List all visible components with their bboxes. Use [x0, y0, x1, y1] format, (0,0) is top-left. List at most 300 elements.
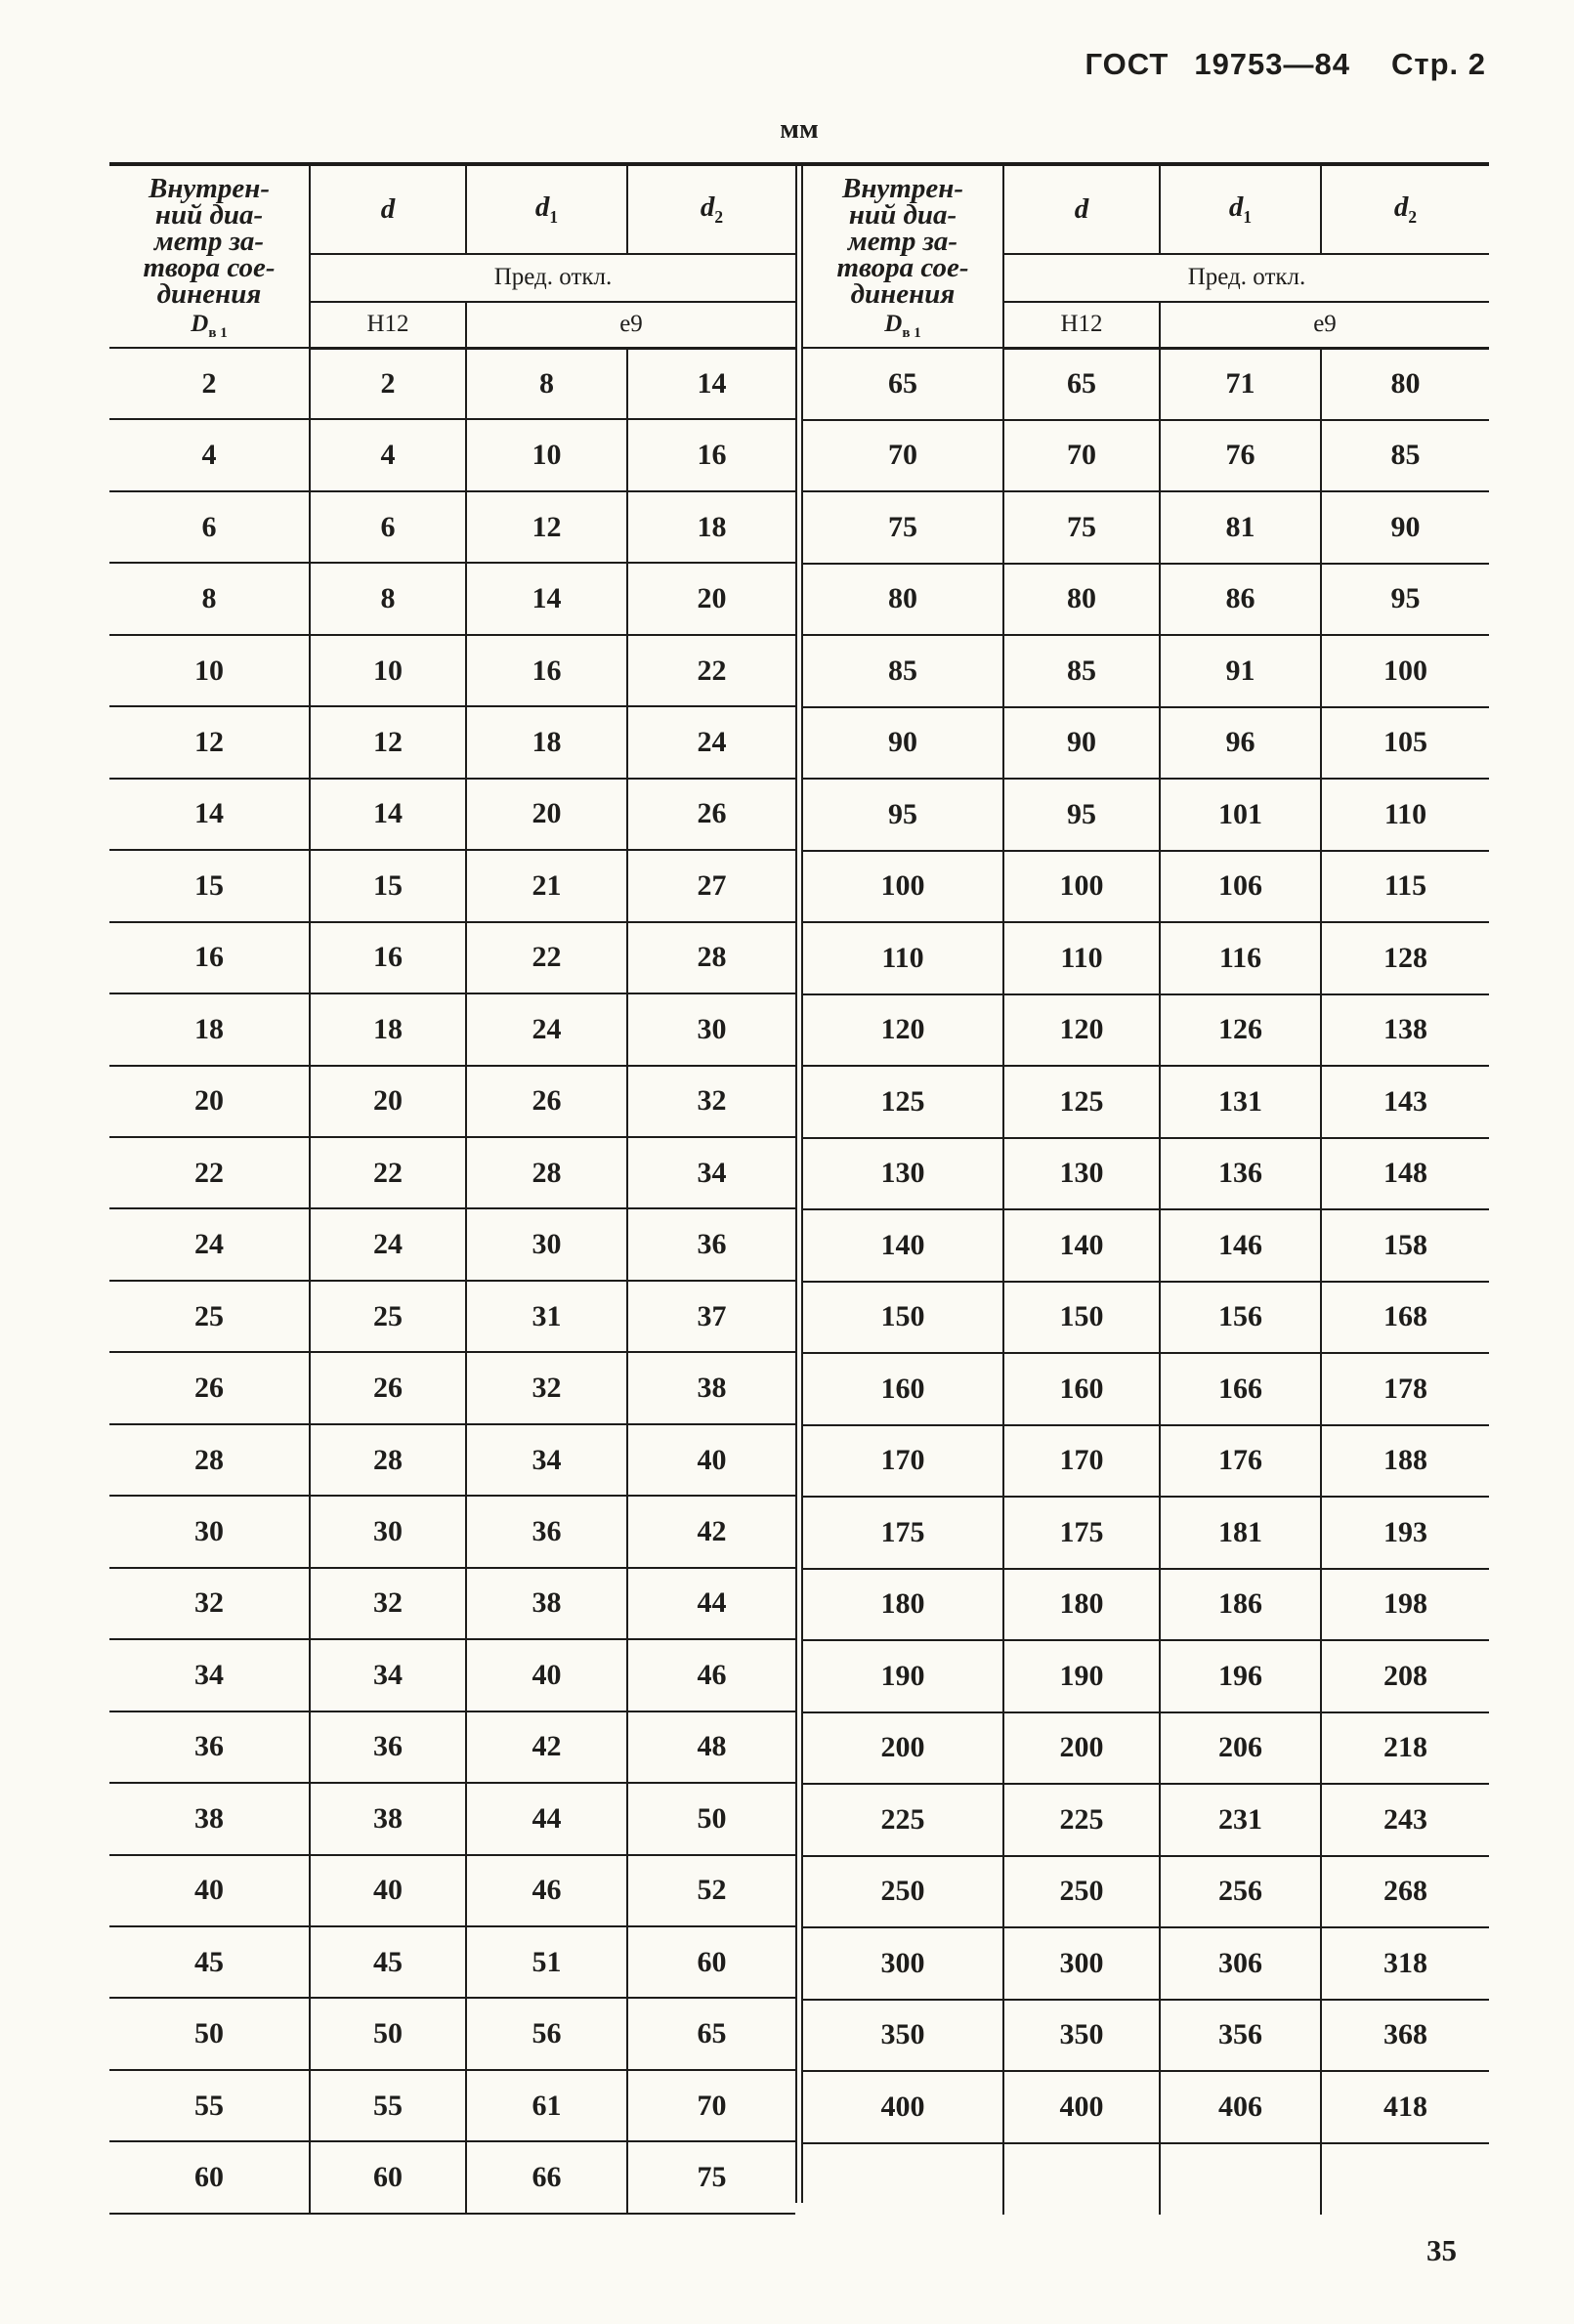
cell-inner-diameter: 65: [803, 348, 1003, 420]
table-row: [803, 1138, 1489, 1210]
cell-value: 14: [310, 779, 466, 850]
cell-value: 148: [1321, 1138, 1489, 1210]
cell-value: 136: [1160, 1138, 1321, 1210]
cell-value: 90: [1003, 707, 1160, 780]
cell-inner-diameter: 175: [803, 1497, 1003, 1569]
cell-value: 26: [466, 1066, 627, 1137]
table-row: [109, 2070, 795, 2141]
cell-value: 243: [1321, 1784, 1489, 1856]
table-row: [109, 1208, 795, 1280]
cell-value: 50: [310, 1998, 466, 2069]
table-row: [109, 1783, 795, 1854]
unit-label: мм: [780, 113, 819, 145]
cell-value: 80: [1321, 348, 1489, 420]
table-row: [109, 2141, 795, 2214]
cell-value: 146: [1160, 1209, 1321, 1282]
cell-value: 200: [1003, 1712, 1160, 1785]
cell-value: 166: [1160, 1353, 1321, 1425]
tolerance-e9: e9: [466, 302, 795, 348]
cell-value: 85: [1003, 635, 1160, 707]
cell-inner-diameter: 28: [109, 1424, 310, 1496]
table-row: [109, 419, 795, 490]
cell-value: 175: [1003, 1497, 1160, 1569]
tolerance-h12: H12: [310, 302, 466, 348]
cell-inner-diameter: 50: [109, 1998, 310, 2069]
deviation-label: Пред. откл.: [1003, 254, 1489, 302]
cell-value: 71: [1160, 348, 1321, 420]
cell-value: 20: [310, 1066, 466, 1137]
table-row: [803, 348, 1489, 420]
cell-inner-diameter: 170: [803, 1425, 1003, 1498]
cell-value: 178: [1321, 1353, 1489, 1425]
cell-value: 158: [1321, 1209, 1489, 1282]
right-table-header: [803, 166, 1489, 348]
cell-value: 193: [1321, 1497, 1489, 1569]
cell-value: 22: [627, 635, 795, 706]
cell-value: 40: [310, 1855, 466, 1926]
cell-value: 218: [1321, 1712, 1489, 1785]
tolerance-h12: H12: [1003, 302, 1160, 348]
table-row: [109, 922, 795, 993]
cell-value: 22: [310, 1137, 466, 1208]
cell-inner-diameter: 190: [803, 1640, 1003, 1712]
cell-inner-diameter: 55: [109, 2070, 310, 2141]
cell-inner-diameter: [803, 2143, 1003, 2216]
cell-value: 75: [627, 2141, 795, 2214]
cell-inner-diameter: 225: [803, 1784, 1003, 1856]
cell-value: 100: [1003, 851, 1160, 923]
cell-inner-diameter: 250: [803, 1856, 1003, 1928]
cell-value: 28: [310, 1424, 466, 1496]
cell-value: 18: [627, 491, 795, 563]
table-row: [109, 1568, 795, 1639]
inner-diameter-header: [803, 166, 1003, 348]
cell-inner-diameter: 10: [109, 635, 310, 706]
table-row: [109, 1639, 795, 1711]
cell-value: 46: [466, 1855, 627, 1926]
table-row: [109, 1137, 795, 1208]
cell-value: 26: [310, 1352, 466, 1423]
table-row: [803, 707, 1489, 780]
cell-inner-diameter: 18: [109, 993, 310, 1065]
cell-value: 24: [627, 706, 795, 778]
cell-value: 368: [1321, 2000, 1489, 2072]
cell-value: 24: [310, 1208, 466, 1280]
cell-inner-diameter: 130: [803, 1138, 1003, 1210]
cell-inner-diameter: 125: [803, 1066, 1003, 1138]
cell-value: 356: [1160, 2000, 1321, 2072]
cell-inner-diameter: 6: [109, 491, 310, 563]
cell-value: 50: [627, 1783, 795, 1854]
table-row: [803, 2143, 1489, 2216]
cell-value: 256: [1160, 1856, 1321, 1928]
cell-value: 70: [627, 2070, 795, 2141]
cell-inner-diameter: 140: [803, 1209, 1003, 1282]
cell-value: 181: [1160, 1497, 1321, 1569]
table-row: [803, 420, 1489, 492]
cell-value: 30: [466, 1208, 627, 1280]
cell-inner-diameter: 200: [803, 1712, 1003, 1785]
cell-value: 125: [1003, 1066, 1160, 1138]
cell-value: 180: [1003, 1569, 1160, 1641]
cell-value: 27: [627, 850, 795, 921]
cell-value: 26: [627, 779, 795, 850]
cell-inner-diameter: 90: [803, 707, 1003, 780]
deviation-label: Пред. откл.: [310, 254, 795, 302]
cell-value: 116: [1160, 922, 1321, 994]
cell-inner-diameter: 22: [109, 1137, 310, 1208]
cell-value: 143: [1321, 1066, 1489, 1138]
table-row: [803, 1569, 1489, 1641]
cell-value: [1003, 2143, 1160, 2216]
cell-value: 115: [1321, 851, 1489, 923]
table-row: [109, 1998, 795, 2069]
cell-value: 52: [627, 1855, 795, 1926]
header-line: метр за-: [153, 226, 265, 257]
header-line: динения: [156, 278, 262, 310]
cell-value: 21: [466, 850, 627, 921]
page-number: 35: [1426, 2233, 1457, 2267]
cell-inner-diameter: 38: [109, 1783, 310, 1854]
cell-inner-diameter: 80: [803, 564, 1003, 636]
cell-value: 131: [1160, 1066, 1321, 1138]
cell-inner-diameter: 16: [109, 922, 310, 993]
cell-value: 14: [466, 563, 627, 634]
cell-value: 156: [1160, 1282, 1321, 1354]
cell-value: 10: [466, 419, 627, 490]
cell-value: 45: [310, 1926, 466, 1998]
table-row: [803, 1927, 1489, 2000]
cell-inner-diameter: 2: [109, 348, 310, 419]
table-row: [803, 1425, 1489, 1498]
cell-value: 188: [1321, 1425, 1489, 1498]
table-row: [109, 348, 795, 419]
cell-value: 190: [1003, 1640, 1160, 1712]
cell-value: 101: [1160, 779, 1321, 851]
tolerance-e9: e9: [1160, 302, 1489, 348]
cell-value: 250: [1003, 1856, 1160, 1928]
cell-value: 15: [310, 850, 466, 921]
column-header-d2: $d_2$: [1321, 166, 1489, 254]
cell-value: 81: [1160, 491, 1321, 564]
cell-value: 90: [1321, 491, 1489, 564]
cell-inner-diameter: 30: [109, 1496, 310, 1567]
cell-value: 306: [1160, 1927, 1321, 2000]
cell-value: 70: [1003, 420, 1160, 492]
cell-value: 16: [627, 419, 795, 490]
cell-value: 6: [310, 491, 466, 563]
column-header-d1: $d_1$: [1160, 166, 1321, 254]
cell-value: 40: [627, 1424, 795, 1496]
cell-inner-diameter: 180: [803, 1569, 1003, 1641]
cell-value: 32: [310, 1568, 466, 1639]
cell-value: 16: [466, 635, 627, 706]
cell-value: 56: [466, 1998, 627, 2069]
cell-value: 350: [1003, 2000, 1160, 2072]
table-row: [803, 1712, 1489, 1785]
cell-inner-diameter: 75: [803, 491, 1003, 564]
cell-value: 65: [627, 1998, 795, 2069]
inner-diameter-header: [109, 166, 310, 348]
cell-value: 91: [1160, 635, 1321, 707]
cell-inner-diameter: 20: [109, 1066, 310, 1137]
header-line: ний диа-: [848, 199, 957, 231]
cell-value: 12: [466, 491, 627, 563]
cell-inner-diameter: 95: [803, 779, 1003, 851]
cell-value: 34: [466, 1424, 627, 1496]
table-row: [803, 1209, 1489, 1282]
cell-value: 75: [1003, 491, 1160, 564]
cell-value: 18: [466, 706, 627, 778]
cell-value: 44: [627, 1568, 795, 1639]
cell-inner-diameter: 120: [803, 994, 1003, 1067]
cell-inner-diameter: 12: [109, 706, 310, 778]
table-row: [803, 851, 1489, 923]
cell-value: 2: [310, 348, 466, 419]
cell-inner-diameter: 60: [109, 2141, 310, 2214]
header-line: Внутрен-: [841, 173, 963, 204]
cell-value: 196: [1160, 1640, 1321, 1712]
left-table-body: [109, 348, 795, 2214]
table-row: [109, 1496, 795, 1567]
cell-inner-diameter: 45: [109, 1926, 310, 1998]
column-header-d: d: [310, 166, 466, 254]
cell-inner-diameter: 40: [109, 1855, 310, 1926]
cell-value: 36: [466, 1496, 627, 1567]
table-row: [803, 1784, 1489, 1856]
table-row: [803, 1282, 1489, 1354]
cell-value: 42: [466, 1711, 627, 1783]
cell-value: 46: [627, 1639, 795, 1711]
cell-value: 42: [627, 1496, 795, 1567]
header-line: динения: [850, 278, 956, 310]
table-row: [803, 2071, 1489, 2143]
table-row: [803, 1497, 1489, 1569]
cell-inner-diameter: 4: [109, 419, 310, 490]
dimensions-table: [109, 162, 1489, 2203]
table-row: [803, 2000, 1489, 2072]
cell-value: 85: [1321, 420, 1489, 492]
cell-value: 38: [310, 1783, 466, 1854]
table-row: [109, 1281, 795, 1352]
cell-inner-diameter: 25: [109, 1281, 310, 1352]
cell-value: 268: [1321, 1856, 1489, 1928]
standard-number: 19753—84: [1194, 47, 1351, 81]
cell-value: 105: [1321, 707, 1489, 780]
cell-value: 106: [1160, 851, 1321, 923]
table-middle-divider: [795, 166, 803, 2203]
page-label: Стр. 2: [1391, 47, 1486, 81]
cell-inner-diameter: 32: [109, 1568, 310, 1639]
cell-value: 86: [1160, 564, 1321, 636]
cell-inner-diameter: 300: [803, 1927, 1003, 2000]
table-row: [803, 1066, 1489, 1138]
cell-inner-diameter: 110: [803, 922, 1003, 994]
diameter-symbol: $D_{в 1}$: [884, 311, 921, 341]
cell-value: 37: [627, 1281, 795, 1352]
cell-value: 120: [1003, 994, 1160, 1067]
cell-value: 28: [627, 922, 795, 993]
cell-value: 18: [310, 993, 466, 1065]
cell-value: [1160, 2143, 1321, 2216]
diameter-symbol: $D_{в 1}$: [191, 311, 228, 341]
header-line: ний диа-: [154, 199, 264, 231]
table-row: [109, 1711, 795, 1783]
cell-value: 66: [466, 2141, 627, 2214]
cell-value: 100: [1321, 635, 1489, 707]
cell-value: 44: [466, 1783, 627, 1854]
cell-inner-diameter: 26: [109, 1352, 310, 1423]
cell-value: 176: [1160, 1425, 1321, 1498]
cell-value: 231: [1160, 1784, 1321, 1856]
cell-value: 25: [310, 1281, 466, 1352]
table-row: [109, 563, 795, 634]
cell-inner-diameter: 100: [803, 851, 1003, 923]
cell-value: 95: [1321, 564, 1489, 636]
cell-value: 130: [1003, 1138, 1160, 1210]
cell-value: 20: [466, 779, 627, 850]
table-row: [803, 779, 1489, 851]
header-line: твора сое-: [143, 252, 276, 283]
cell-value: 168: [1321, 1282, 1489, 1354]
cell-inner-diameter: 24: [109, 1208, 310, 1280]
cell-value: 110: [1003, 922, 1160, 994]
table-row: [803, 1353, 1489, 1425]
cell-value: 160: [1003, 1353, 1160, 1425]
table-row: [109, 1066, 795, 1137]
cell-value: 32: [466, 1352, 627, 1423]
cell-value: 418: [1321, 2071, 1489, 2143]
table-row: [803, 491, 1489, 564]
cell-value: 138: [1321, 994, 1489, 1067]
header-row-dimensions: [803, 166, 1489, 254]
cell-value: 34: [310, 1639, 466, 1711]
cell-value: 186: [1160, 1569, 1321, 1641]
cell-value: 126: [1160, 994, 1321, 1067]
cell-value: 80: [1003, 564, 1160, 636]
right-half-table: [803, 166, 1489, 2215]
cell-value: 30: [310, 1496, 466, 1567]
cell-inner-diameter: 15: [109, 850, 310, 921]
cell-value: 30: [627, 993, 795, 1065]
cell-value: 36: [310, 1711, 466, 1783]
cell-value: 206: [1160, 1712, 1321, 1785]
right-table-body: [803, 348, 1489, 2215]
cell-inner-diameter: 34: [109, 1639, 310, 1711]
table-row: [109, 1352, 795, 1423]
header-line: метр за-: [847, 226, 958, 257]
cell-value: 24: [466, 993, 627, 1065]
cell-value: 406: [1160, 2071, 1321, 2143]
document-header: [1085, 47, 1486, 82]
cell-value: 36: [627, 1208, 795, 1280]
cell-value: 55: [310, 2070, 466, 2141]
column-header-d: d: [1003, 166, 1160, 254]
cell-inner-diameter: 85: [803, 635, 1003, 707]
column-header-d2: $d_2$: [627, 166, 795, 254]
left-table-header: [109, 166, 795, 348]
table-row: [109, 491, 795, 563]
cell-value: 150: [1003, 1282, 1160, 1354]
cell-value: 12: [310, 706, 466, 778]
cell-value: 140: [1003, 1209, 1160, 1282]
cell-value: 61: [466, 2070, 627, 2141]
cell-value: 400: [1003, 2071, 1160, 2143]
cell-value: 318: [1321, 1927, 1489, 2000]
table-row: [109, 706, 795, 778]
cell-value: 51: [466, 1926, 627, 1998]
cell-value: 65: [1003, 348, 1160, 420]
table-row: [109, 1926, 795, 1998]
cell-value: 60: [627, 1926, 795, 1998]
table-row: [803, 922, 1489, 994]
cell-inner-diameter: 160: [803, 1353, 1003, 1425]
cell-value: 31: [466, 1281, 627, 1352]
header-line: Внутрен-: [148, 173, 270, 204]
cell-inner-diameter: 400: [803, 2071, 1003, 2143]
cell-inner-diameter: 8: [109, 563, 310, 634]
table-row: [109, 1424, 795, 1496]
left-half-table: [109, 166, 795, 2215]
cell-inner-diameter: 150: [803, 1282, 1003, 1354]
column-header-d1: $d_1$: [466, 166, 627, 254]
cell-value: 48: [627, 1711, 795, 1783]
cell-value: 34: [627, 1137, 795, 1208]
cell-value: 22: [466, 922, 627, 993]
standard-label: ГОСТ: [1085, 47, 1170, 81]
table-row: [803, 1640, 1489, 1712]
cell-inner-diameter: 36: [109, 1711, 310, 1783]
cell-value: 28: [466, 1137, 627, 1208]
cell-value: 8: [310, 563, 466, 634]
cell-inner-diameter: 70: [803, 420, 1003, 492]
cell-value: 20: [627, 563, 795, 634]
cell-value: 300: [1003, 1927, 1160, 2000]
cell-value: 110: [1321, 779, 1489, 851]
cell-value: 38: [627, 1352, 795, 1423]
cell-value: 10: [310, 635, 466, 706]
cell-value: 198: [1321, 1569, 1489, 1641]
cell-value: 32: [627, 1066, 795, 1137]
cell-value: 96: [1160, 707, 1321, 780]
table-row: [803, 635, 1489, 707]
cell-inner-diameter: 350: [803, 2000, 1003, 2072]
cell-value: 225: [1003, 1784, 1160, 1856]
table-row: [109, 850, 795, 921]
cell-value: 8: [466, 348, 627, 419]
cell-value: [1321, 2143, 1489, 2216]
cell-value: 170: [1003, 1425, 1160, 1498]
header-line: твора сое-: [836, 252, 969, 283]
table-row: [803, 1856, 1489, 1928]
cell-value: 208: [1321, 1640, 1489, 1712]
cell-value: 38: [466, 1568, 627, 1639]
table-row: [803, 994, 1489, 1067]
cell-value: 128: [1321, 922, 1489, 994]
table-row: [109, 1855, 795, 1926]
cell-value: 4: [310, 419, 466, 490]
table-row: [803, 564, 1489, 636]
header-row-dimensions: [109, 166, 795, 254]
cell-value: 14: [627, 348, 795, 419]
table-row: [109, 993, 795, 1065]
cell-value: 76: [1160, 420, 1321, 492]
cell-value: 16: [310, 922, 466, 993]
table-row: [109, 779, 795, 850]
cell-value: 60: [310, 2141, 466, 2214]
cell-value: 40: [466, 1639, 627, 1711]
cell-value: 95: [1003, 779, 1160, 851]
